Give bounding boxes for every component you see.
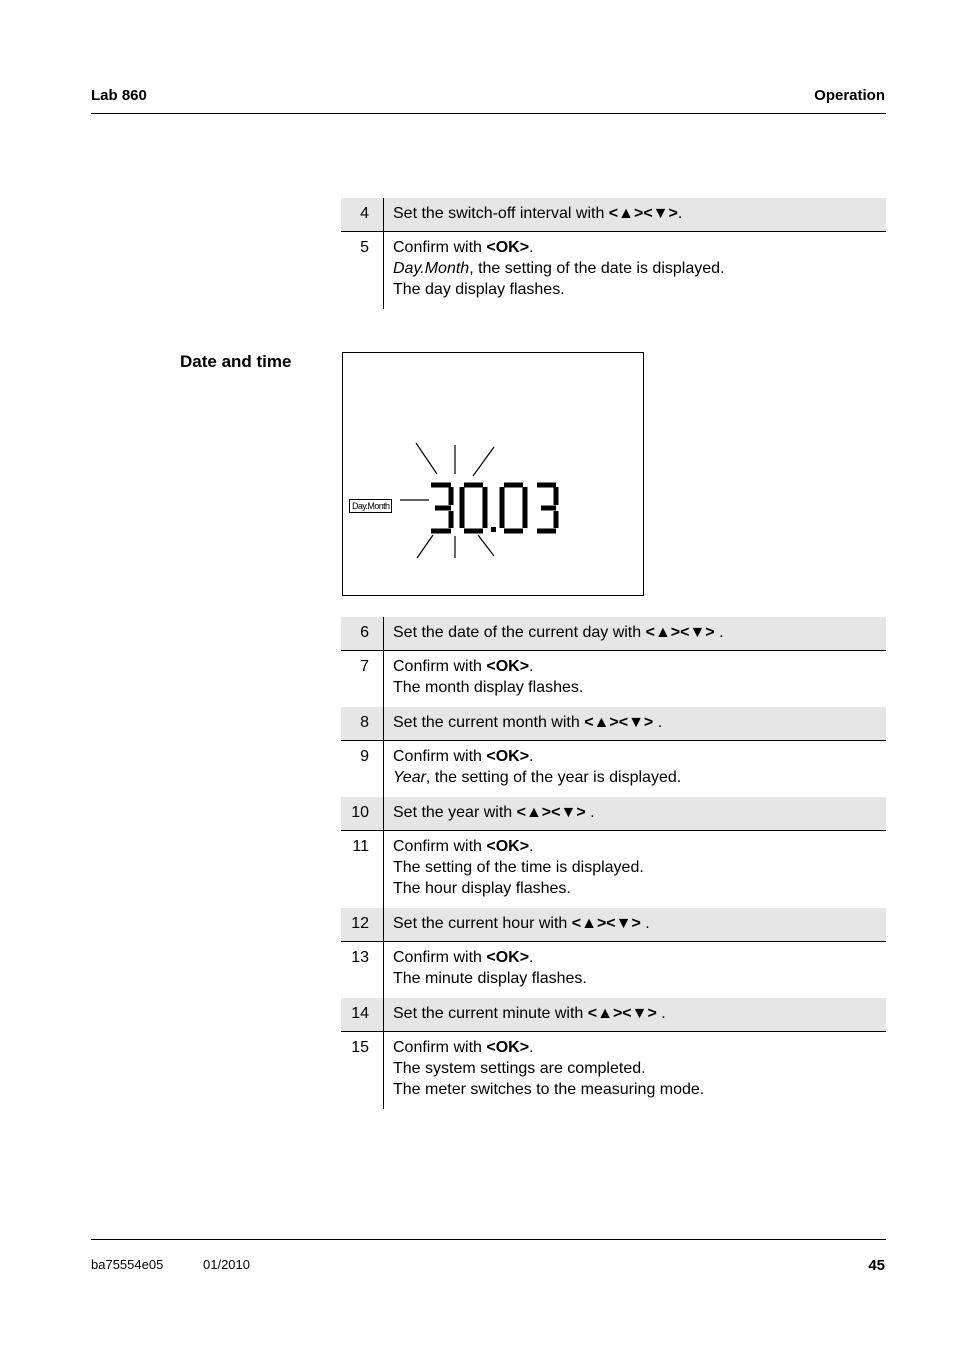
- text-run: Confirm with: [393, 949, 487, 966]
- step-text-line: [393, 913, 886, 934]
- lcd-digits: [431, 485, 556, 531]
- step-text: [384, 998, 886, 1031]
- text-run: Set the current month with: [393, 714, 585, 731]
- step-text-line: [393, 677, 886, 698]
- step-row: [341, 617, 886, 651]
- step-number: 6: [341, 617, 384, 650]
- step-text-line: [393, 656, 886, 677]
- step-text: [384, 707, 886, 740]
- step-row: [341, 998, 886, 1032]
- text-run: .: [529, 748, 534, 765]
- text-run: Year: [393, 769, 426, 786]
- step-text-line: [393, 237, 886, 258]
- text-run: .: [677, 205, 683, 222]
- text-run: , the setting of the date is displayed.: [469, 260, 725, 277]
- step-text: [384, 651, 886, 707]
- key-label: <OK>: [486, 838, 530, 855]
- text-run: Day.Month: [393, 260, 470, 277]
- step-number: 12: [341, 908, 384, 941]
- step-text-line: [393, 857, 886, 878]
- text-run: .: [529, 239, 534, 256]
- steps-table-bottom: [341, 617, 886, 1109]
- text-run: Confirm with: [393, 1039, 487, 1056]
- text-run: The setting of the time is displayed.: [393, 859, 644, 876]
- step-text: [384, 232, 886, 309]
- text-run: The meter switches to the measuring mode.: [393, 1081, 705, 1098]
- key-label: <▲><▼>: [571, 915, 641, 932]
- text-run: The day display flashes.: [393, 281, 565, 298]
- step-text-line: [393, 712, 886, 733]
- step-text-line: [393, 1003, 886, 1024]
- key-label: <▲><▼>: [645, 624, 715, 641]
- step-row: [341, 908, 886, 942]
- lcd-mode-label: Day.Month: [349, 499, 392, 513]
- step-number: 5: [341, 232, 384, 309]
- page-number: 45: [868, 1257, 885, 1274]
- footer-rule: [91, 1239, 886, 1240]
- step-number: 4: [341, 198, 384, 231]
- text-run: Set the year with: [393, 804, 517, 821]
- text-run: .: [653, 714, 663, 731]
- text-run: The month display flashes.: [393, 679, 584, 696]
- text-run: The hour display flashes.: [393, 880, 571, 897]
- text-run: Set the switch-off interval with: [393, 205, 609, 222]
- step-text-line: [393, 802, 886, 823]
- step-row: [341, 232, 886, 309]
- text-run: The minute display flashes.: [393, 970, 587, 987]
- step-text: [384, 942, 886, 998]
- text-run: .: [714, 624, 724, 641]
- lcd-display-illustration: [342, 352, 644, 596]
- step-text-line: [393, 203, 886, 224]
- step-text: [384, 741, 886, 797]
- step-text-line: [393, 1037, 886, 1058]
- footer-doc-id: ba75554e05: [91, 1257, 164, 1272]
- key-label: <▲><▼>: [608, 205, 678, 222]
- step-text: [384, 908, 886, 941]
- step-text-line: [393, 836, 886, 857]
- text-run: The system settings are completed.: [393, 1060, 646, 1077]
- step-row: [341, 741, 886, 797]
- step-number: 8: [341, 707, 384, 740]
- text-run: .: [656, 1005, 666, 1022]
- footer-date: 01/2010: [203, 1257, 250, 1272]
- text-run: .: [585, 804, 595, 821]
- text-run: .: [529, 838, 534, 855]
- steps-table-top: [341, 198, 886, 309]
- text-run: Set the current hour with: [393, 915, 572, 932]
- lcd-digits-graphic: [343, 353, 645, 597]
- key-label: <OK>: [486, 239, 530, 256]
- step-text: [384, 797, 886, 830]
- step-row: [341, 831, 886, 908]
- step-row: [341, 707, 886, 741]
- decimal-point: [491, 527, 496, 532]
- step-number: 14: [341, 998, 384, 1031]
- text-run: Set the date of the current day with: [393, 624, 646, 641]
- text-run: Confirm with: [393, 239, 487, 256]
- step-number: 11: [341, 831, 384, 908]
- step-text-line: [393, 1058, 886, 1079]
- step-number: 9: [341, 741, 384, 797]
- header-section: Operation: [814, 87, 885, 104]
- step-number: 10: [341, 797, 384, 830]
- step-text: [384, 617, 886, 650]
- step-row: [341, 942, 886, 998]
- step-row: [341, 198, 886, 232]
- text-run: Confirm with: [393, 658, 487, 675]
- step-text-line: [393, 746, 886, 767]
- step-number: 15: [341, 1032, 384, 1109]
- key-label: <▲><▼>: [584, 714, 654, 731]
- flash-rays: [400, 443, 494, 558]
- key-label: <OK>: [486, 748, 530, 765]
- step-text: [384, 831, 886, 908]
- text-run: , the setting of the year is displayed.: [425, 769, 682, 786]
- step-text-line: [393, 622, 886, 643]
- text-run: Confirm with: [393, 748, 487, 765]
- header-rule: [91, 113, 886, 114]
- text-run: Confirm with: [393, 838, 487, 855]
- step-text: [384, 198, 886, 231]
- step-text-line: [393, 258, 886, 279]
- step-text-line: [393, 767, 886, 788]
- key-label: <OK>: [486, 1039, 530, 1056]
- step-row: [341, 651, 886, 707]
- key-label: <OK>: [486, 658, 530, 675]
- text-run: Set the current minute with: [393, 1005, 588, 1022]
- step-number: 13: [341, 942, 384, 998]
- step-row: [341, 1032, 886, 1109]
- step-text-line: [393, 1079, 886, 1100]
- step-text: [384, 1032, 886, 1109]
- text-run: .: [529, 658, 534, 675]
- text-run: .: [529, 949, 534, 966]
- step-text-line: [393, 947, 886, 968]
- key-label: <▲><▼>: [587, 1005, 657, 1022]
- key-label: <OK>: [486, 949, 530, 966]
- text-run: .: [640, 915, 650, 932]
- step-text-line: [393, 279, 886, 300]
- step-text-line: [393, 878, 886, 899]
- header-title: Lab 860: [91, 87, 147, 104]
- text-run: .: [529, 1039, 534, 1056]
- step-row: [341, 797, 886, 831]
- step-number: 7: [341, 651, 384, 707]
- key-label: <▲><▼>: [516, 804, 586, 821]
- section-heading: Date and time: [180, 352, 292, 371]
- step-text-line: [393, 968, 886, 989]
